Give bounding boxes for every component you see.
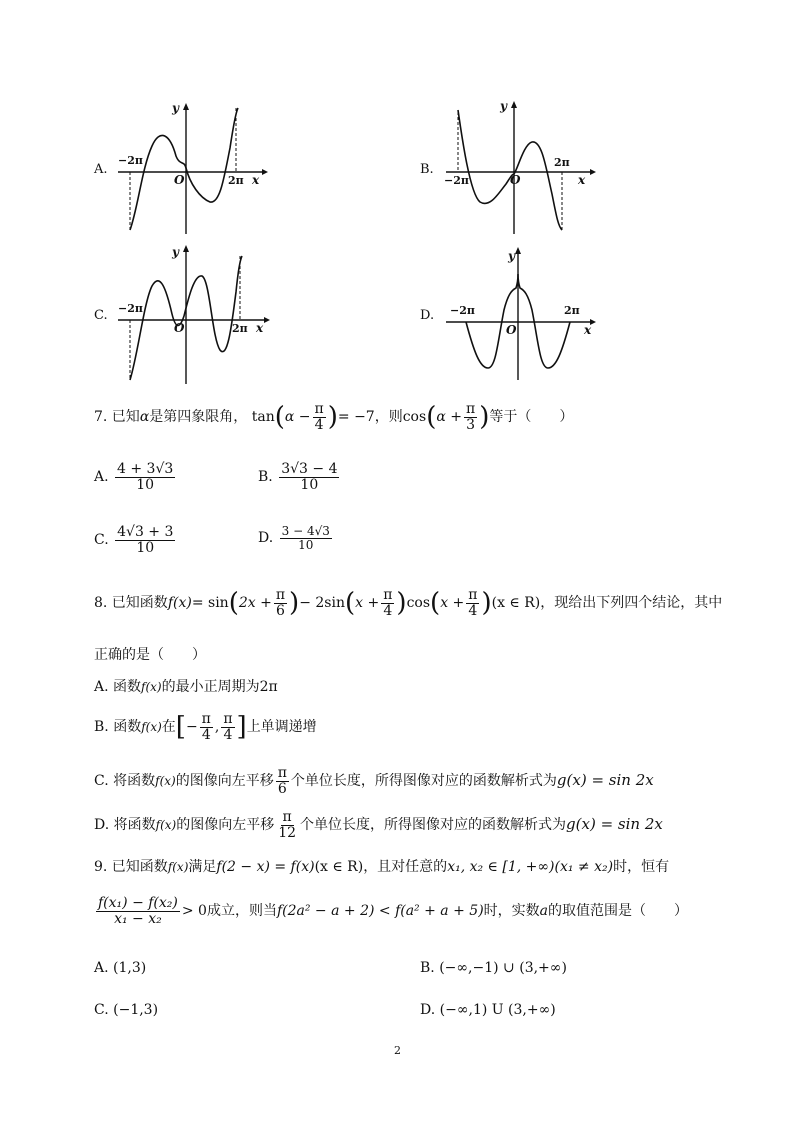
q8-option-b-label: B. [94, 719, 109, 736]
graph-c-label: C. [94, 308, 108, 323]
page-number: 2 [394, 1044, 401, 1057]
q8-four-2: 4 [468, 602, 478, 619]
q7-prefix: 7. 已知 [94, 409, 140, 426]
graph-a [112, 98, 272, 238]
q7-option-d-label: D. [258, 530, 274, 547]
q7-option-b-num: 3√3 − 4 [281, 461, 338, 477]
q8-option-d-den: 12 [278, 824, 297, 841]
q8-domain: (x ∈ R) [491, 595, 541, 612]
q9-ineq: f(2a² − a + 2) < f(a² + a + 5) [276, 903, 484, 920]
graph-c-neg-tick: −2π [118, 302, 143, 315]
q8-option-a-text1: 函数 [113, 679, 142, 695]
q8-option-b-four-1: 4 [201, 726, 211, 743]
q7-pi-1: π [314, 401, 324, 417]
q7-option-a-den: 10 [136, 476, 155, 493]
question-8: 8. 已知函数f(x)= sin(2x + $\frac{\pi}{6}$ )− 2sin(x + $\frac{\pi}{4}$ )cos(x + $\frac{\pi}{4}$ )(x ∈ R)，现给出下列四个结论，其中 [94, 587, 723, 619]
graph-d [440, 244, 600, 384]
question-9 [94, 856, 669, 876]
q8-option-c-text1: 将函数 [113, 773, 156, 790]
q8-option-b-fx: f(x) [141, 720, 162, 735]
q7-eq: = −7 [337, 409, 375, 426]
q8-option-b-text2: 在 [161, 719, 176, 736]
q8-option-c[interactable] [94, 766, 654, 796]
q7-option-a-label: A. [94, 469, 109, 486]
q8-option-a-fx: f(x) [141, 680, 162, 694]
graph-a-neg-tick: −2π [118, 154, 143, 167]
q7-text3: 等于（ ） [489, 409, 574, 426]
q9-option-d-value: (−∞,1) U (3,+∞) [439, 1002, 556, 1018]
q8-option-d-text1: 将函数 [113, 817, 156, 834]
q9-domain: (x ∈ R) [314, 859, 364, 875]
q9-option-a-label: A. [94, 960, 109, 976]
q9-option-a[interactable] [94, 960, 146, 976]
q8-option-c-pi: π [277, 765, 287, 781]
q8-option-c-fx: f(x) [155, 774, 176, 789]
q9-option-c-label: C. [94, 1002, 109, 1018]
graph-d-neg-tick: −2π [450, 304, 475, 317]
q7-option-c-num: 4√3 + 3 [117, 524, 174, 540]
q8-option-c-text2: 的图像向左平移 [175, 773, 274, 790]
q8-option-d-fx: f(x) [155, 818, 177, 833]
q7-pi-2: π [465, 401, 476, 417]
q9-prefix: 9. 已知函数 [94, 859, 168, 875]
graph-c-pos-tick: 2π [232, 322, 248, 335]
q9-cond: f(2 − x) = f(x) [216, 859, 315, 875]
q7-option-a-num: 4 + 3√3 [117, 461, 174, 477]
q7-tan: tan [251, 409, 275, 426]
q9-text2: ，且对任意的 [363, 859, 448, 875]
q8-six: 6 [275, 602, 285, 619]
q7-text1: 是第四象限角， [149, 409, 248, 426]
q8-four-1: 4 [383, 602, 393, 619]
graph-b-y-label: y [500, 99, 507, 113]
q9-text3: 时，恒有 [613, 859, 670, 875]
q7-three: 3 [466, 416, 476, 433]
graph-c-x-label: x [256, 321, 264, 335]
q7-option-a[interactable] [94, 462, 177, 492]
graph-a-x-label: x [252, 173, 260, 187]
q8-x-plus-2: x + [440, 595, 465, 612]
q9-fx: f(x) [167, 860, 189, 874]
q7-option-b[interactable] [258, 462, 341, 492]
q8-option-a[interactable] [94, 676, 278, 696]
q8-option-d-text2: 的图像向左平移 [176, 817, 275, 834]
q8-option-b-text3: 上单调递增 [246, 719, 317, 736]
graph-a-pos-tick: 2π [228, 174, 244, 187]
q8-option-d-pi: π [282, 809, 292, 825]
graph-d-label: D. [420, 308, 435, 323]
q8-fx: f(x) [167, 595, 192, 612]
graph-b-neg-tick: −2π [444, 174, 469, 187]
q8-option-b-four-2: 4 [223, 726, 233, 743]
graph-b-origin: O [510, 173, 521, 187]
q7-alpha-minus: α − [284, 409, 311, 426]
q8-option-b-minus: − [185, 719, 198, 736]
graph-b [440, 98, 600, 238]
q8-option-c-text3: 个单位长度，所得图像对应的函数解析式为 [290, 773, 557, 790]
graph-d-pos-tick: 2π [564, 304, 580, 317]
q7-alpha-plus: α + [436, 409, 462, 426]
q8-option-b-pi-1: π [201, 711, 211, 727]
q8-option-d-text3: 个单位长度，所得图像对应的函数解析式为 [300, 817, 567, 834]
q8-option-b-comma: , [214, 719, 220, 736]
q8-minus-2sin: − 2sin [299, 595, 345, 612]
graph-b-label: B. [420, 162, 434, 177]
q8-line2: 正确的是（ ） [94, 647, 206, 663]
q7-option-c[interactable] [94, 525, 177, 555]
graph-a-y-label: y [172, 101, 179, 115]
q8-eq-sin: = sin [191, 595, 229, 612]
q8-option-c-label: C. [94, 773, 109, 790]
q7-option-d-num: 3 − 4√3 [281, 524, 330, 538]
graph-a-label: A. [94, 162, 108, 177]
q9-text6: 的取值范围是（ ） [548, 903, 689, 920]
q7-option-c-label: C. [94, 532, 109, 549]
graph-c [112, 242, 272, 387]
q8-option-d[interactable] [94, 810, 663, 840]
q8-x-plus-1: x + [355, 595, 380, 612]
q8-option-b-pi-2: π [223, 711, 233, 727]
q7-text2: ，则 [374, 409, 403, 426]
q8-option-d-g: g(x) = sin 2x [566, 815, 663, 834]
q8-pi-3: π [468, 587, 478, 603]
q9-option-d-label: D. [420, 1002, 436, 1018]
q8-option-d-label: D. [94, 817, 110, 834]
q9-text5: 时，实数 [483, 903, 540, 920]
q9-gt0: > 0 [181, 903, 207, 920]
q9-option-b-value: (−∞,−1) ∪ (3,+∞) [439, 960, 567, 976]
q7-option-d-den: 10 [298, 537, 314, 552]
q8-option-a-label: A. [94, 679, 109, 695]
q8-option-b-text1: 函数 [113, 719, 142, 736]
q9-option-d[interactable] [420, 1002, 556, 1018]
q9-option-c-value: (−1,3) [113, 1002, 159, 1018]
q8-text1: ，现给出下列四个结论，其中 [540, 595, 723, 612]
q8-option-a-val: 2π [259, 679, 278, 695]
q7-four: 4 [314, 416, 324, 433]
q8-option-c-g: g(x) = sin 2x [556, 771, 654, 790]
q9-option-b[interactable] [420, 960, 567, 976]
q9-neq: (x₁ ≠ x₂) [554, 859, 614, 875]
q9-vars: x₁, x₂ ∈ [1, +∞) [447, 859, 555, 875]
q9-frac-den: x₁ − x₂ [114, 910, 162, 927]
graph-d-y-label: y [508, 249, 515, 263]
q9-option-c[interactable] [94, 1002, 158, 1018]
q9-text1: 满足 [188, 859, 217, 875]
q9-frac-num: f(x₁) − f(x₂) [98, 895, 178, 911]
q8-two-x-plus: 2x + [238, 595, 272, 612]
q9-text4: 成立，则当 [206, 903, 277, 920]
q9-option-b-label: B. [420, 960, 435, 976]
q7-cos: cos [402, 409, 427, 426]
q9-line2 [94, 896, 688, 926]
q9-option-a-value: (1,3) [113, 960, 147, 976]
question-7: 7. 已知α是第四象限角， tan(α − $\frac{\pi}{4}$ )= −7，则cos(α + $\frac{\pi}{3}$ )等于（ ） [94, 401, 574, 433]
q7-option-c-den: 10 [136, 539, 155, 556]
graph-a-origin: O [174, 173, 185, 187]
graph-d-origin: O [506, 323, 517, 337]
q7-alpha: α [139, 409, 150, 426]
q8-option-a-text2: 的最小正周期为 [161, 679, 260, 695]
graph-b-pos-tick: 2π [554, 156, 570, 169]
q8-prefix: 8. 已知函数 [94, 595, 168, 612]
q7-option-b-den: 10 [300, 476, 319, 493]
q7-option-b-label: B. [258, 469, 273, 486]
q8-option-b[interactable]: B. 函数f(x)在[− $\frac{\pi}{4}$ , $\frac{\pi}{4}$ ]上单调递增 [94, 711, 317, 743]
q7-option-d[interactable] [258, 525, 334, 551]
q9-a: a [539, 903, 549, 920]
q8-pi-2: π [383, 587, 393, 603]
q8-cos: cos [406, 595, 431, 612]
graph-c-y-label: y [172, 245, 179, 259]
q8-option-c-den: 6 [277, 780, 287, 797]
graph-c-origin: O [174, 321, 185, 335]
graph-b-x-label: x [578, 173, 586, 187]
graph-d-x-label: x [584, 323, 592, 337]
q8-pi-1: π [275, 587, 286, 603]
